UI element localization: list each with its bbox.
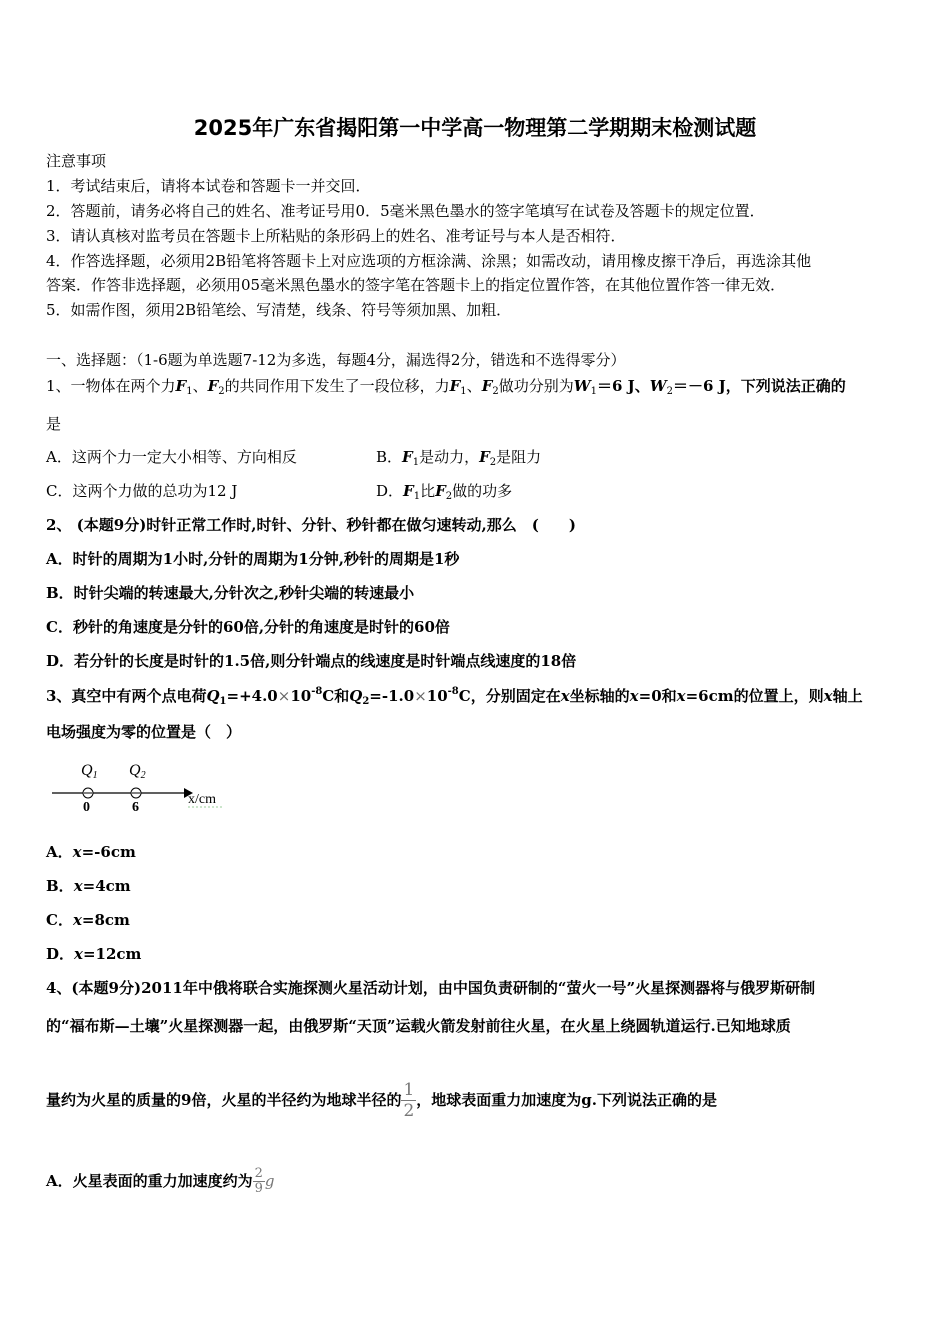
fraction-one-half: $\frac{1}{2}$ xyxy=(403,1079,415,1121)
q1-label: Q1 xyxy=(81,762,98,781)
charge-axis-figure xyxy=(46,755,236,817)
option-a: A．火星表面的重力加速度约为 $\frac{2}{9}$ g xyxy=(46,1165,275,1196)
pos-6-label: 6 xyxy=(132,800,139,815)
notice-item: 答案．作答非选择题，必须用05毫米黑色墨水的签字笔在答题卡上的指定位置作答，在其他位置作答一律无效． xyxy=(46,276,786,294)
option-c: C．这两个力做的总功为12 J xyxy=(46,482,238,500)
question-3-stem-cont: 电场强度为零的位置是（ ） xyxy=(46,723,242,741)
option-d: D．若分针的长度是时针的1.5倍,则分针端点的线速度是时针端点线速度的18倍 xyxy=(46,652,577,670)
option-a: A．时针的周期为1小时,分针的周期为1分钟,秒针的周期是1秒 xyxy=(46,550,460,568)
option-c: C．秒针的角速度是分针的60倍,分针的角速度是时针的60倍 xyxy=(46,618,450,636)
page-title: 2025年广东省揭阳第一中学高一物理第二学期期末检测试题 xyxy=(193,116,757,140)
option-a: A．x=-6cm xyxy=(46,843,136,861)
option-b: B．时针尖端的转速最大,分针次之,秒针尖端的转速最小 xyxy=(46,584,415,602)
question-1-stem: 1、一物体在两个力$F_1$、$F_2$的共同作用下发生了一段位移，力$F_1$、$F_2$做功分别为$W_1=6$ J、$W_2=-6$ J，下列说法正确的 xyxy=(46,377,846,397)
fraction-two-ninths: $\frac{2}{9}$ xyxy=(254,1165,263,1196)
notice-item: 2．答题前，请务必将自己的姓名、准考证号用0．5毫米黑色墨水的签字笔填写在试卷及答题卡的规定位置． xyxy=(46,202,765,220)
q2-label: Q2 xyxy=(129,762,146,781)
option-b: B．x=4cm xyxy=(46,877,131,895)
option-a: A．这两个力一定大小相等、方向相反 xyxy=(46,448,297,466)
question-4-stem: 4、(本题9分)2011年中俄将联合实施探测火星活动计划，由中国负责研制的“萤火一号”火星探测器将与俄罗斯研制 xyxy=(46,979,816,997)
notice-item: 1．考试结束后，请将本试卷和答题卡一并交回． xyxy=(46,177,371,195)
question-2-stem: 2、 (本题9分)时针正常工作时,时针、分针、秒针都在做匀速转动,那么 ( ) xyxy=(46,516,576,534)
notice-item: 5．如需作图，须用2B铅笔绘、写清楚，线条、符号等须加黑、加粗． xyxy=(46,301,512,319)
option-d: D．x=12cm xyxy=(46,945,142,963)
pos-0-label: 0 xyxy=(83,800,90,815)
option-b: B．$F_1$是动力，$F_2$是阻力 xyxy=(376,448,542,468)
section-heading: 一、选择题：（1-6题为单选题7-12为多选，每题4分，漏选得2分，错选和不选得零分） xyxy=(46,351,626,369)
option-d: D．$F_1$比$F_2$做的功多 xyxy=(376,482,513,502)
question-4-stem-cont: 的“福布斯—土壤”火星探测器一起，由俄罗斯“天顶”运载火箭发射前往火星，在火星上绕圆轨道运行.已知地球质 xyxy=(46,1017,791,1035)
notice-heading: 注意事项 xyxy=(46,152,107,170)
question-3-stem: 3、真空中有两个点电荷$Q_1=+4.0\times 10^{-8}C$和$Q_2=-1.0\times 10^{-8}C$，分别固定在x坐标轴的x=0和x=6cm的位置上，则x轴上 xyxy=(46,686,863,707)
notice-item: 4．作答选择题，必须用2B铅笔将答题卡上对应选项的方框涂满、涂黑；如需改动，请用橡皮擦干净后，再选涂其他 xyxy=(46,252,812,270)
notice-item: 3．请认真核对监考员在答题卡上所粘贴的条形码上的姓名、准考证号与本人是否相符． xyxy=(46,227,626,245)
option-c: C．x=8cm xyxy=(46,911,130,929)
question-4-stem-cont: 量约为火星的质量的9倍，火星的半径约为地球半径的 $\frac{1}{2}$ ，地球表面重力加速度为g.下列说法正确的是 xyxy=(46,1079,717,1121)
axis-unit-label: x/cm xyxy=(188,792,216,807)
question-1-stem-cont: 是 xyxy=(46,415,62,433)
